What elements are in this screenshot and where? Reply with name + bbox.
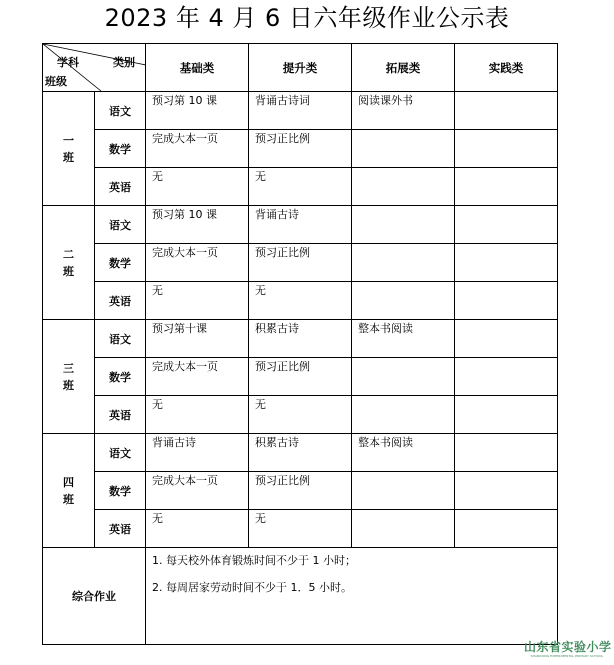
summary-note: 1. 每天校外体育锻炼时间不少于 1 小时； — [152, 554, 356, 567]
homework-cell-extended — [352, 168, 455, 206]
homework-cell-practice — [455, 358, 558, 396]
subject-cell: 英语 — [95, 282, 146, 320]
summary-row — [43, 548, 558, 645]
column-header-advanced: 提升类 — [249, 44, 352, 92]
homework-cell-basic: 无 — [146, 396, 249, 434]
homework-cell-basic: 完成大本一页 — [146, 472, 249, 510]
table-row — [43, 92, 558, 130]
homework-cell-extended — [352, 244, 455, 282]
table-row — [43, 244, 558, 282]
table-row — [43, 320, 558, 358]
table-row — [43, 168, 558, 206]
homework-cell-practice — [455, 472, 558, 510]
subject-cell: 数学 — [95, 472, 146, 510]
homework-cell-extended — [352, 358, 455, 396]
homework-cell-practice — [455, 92, 558, 130]
homework-cell-basic: 完成大本一页 — [146, 358, 249, 396]
homework-cell-advanced: 背诵古诗词 — [249, 92, 352, 130]
homework-cell-extended — [352, 396, 455, 434]
table-row — [43, 358, 558, 396]
homework-cell-advanced: 无 — [249, 282, 352, 320]
homework-cell-advanced: 无 — [249, 510, 352, 548]
homework-cell-basic: 预习第 10 课 — [146, 206, 249, 244]
school-logo — [524, 640, 610, 658]
column-header-practice: 实践类 — [455, 44, 558, 92]
homework-cell-practice — [455, 282, 558, 320]
table-row — [43, 282, 558, 320]
homework-cell-extended: 整本书阅读 — [352, 434, 455, 472]
homework-table — [42, 43, 558, 645]
homework-cell-practice — [455, 130, 558, 168]
homework-cell-practice — [455, 206, 558, 244]
homework-cell-advanced: 预习正比例 — [249, 130, 352, 168]
class-name-char: 三 — [63, 361, 74, 375]
class-name-char: 班 — [63, 264, 74, 278]
column-header-basic: 基础类 — [146, 44, 249, 92]
table-row — [43, 206, 558, 244]
table-row — [43, 434, 558, 472]
homework-table-body — [43, 44, 558, 645]
subject-cell: 数学 — [95, 130, 146, 168]
homework-cell-extended — [352, 510, 455, 548]
homework-cell-basic: 完成大本一页 — [146, 244, 249, 282]
subject-cell: 语文 — [95, 92, 146, 130]
class-name-char: 一 — [63, 133, 74, 147]
homework-cell-practice — [455, 168, 558, 206]
homework-cell-extended — [352, 282, 455, 320]
subject-cell: 数学 — [95, 358, 146, 396]
homework-cell-extended — [352, 130, 455, 168]
subject-cell: 数学 — [95, 244, 146, 282]
homework-cell-basic: 完成大本一页 — [146, 130, 249, 168]
table-row — [43, 472, 558, 510]
homework-cell-basic: 预习第十课 — [146, 320, 249, 358]
class-name-char: 四 — [63, 475, 74, 489]
subject-cell: 语文 — [95, 320, 146, 358]
class-label: 班级 — [45, 75, 67, 88]
subject-label: 学科 — [57, 56, 79, 69]
summary-note: 2. 每周居家劳动时间不少于 1．5 小时。 — [152, 581, 352, 594]
homework-cell-practice — [455, 244, 558, 282]
homework-cell-practice — [455, 434, 558, 472]
school-logo-name: 山东省实验小学 — [524, 640, 612, 654]
homework-cell-advanced: 预习正比例 — [249, 472, 352, 510]
homework-cell-advanced: 积累古诗 — [249, 434, 352, 472]
homework-cell-advanced: 背诵古诗 — [249, 206, 352, 244]
class-name-cell — [43, 320, 95, 434]
homework-cell-basic: 无 — [146, 510, 249, 548]
homework-cell-basic: 无 — [146, 282, 249, 320]
subject-cell: 英语 — [95, 168, 146, 206]
homework-cell-advanced: 无 — [249, 168, 352, 206]
homework-cell-advanced: 预习正比例 — [249, 358, 352, 396]
table-row — [43, 130, 558, 168]
homework-cell-extended: 阅读课外书 — [352, 92, 455, 130]
header-row — [43, 44, 558, 92]
homework-cell-basic: 无 — [146, 168, 249, 206]
class-name-char: 班 — [63, 378, 74, 392]
homework-cell-practice — [455, 396, 558, 434]
class-name-char: 班 — [63, 492, 74, 506]
homework-cell-practice — [455, 320, 558, 358]
class-name-char: 班 — [63, 150, 74, 164]
table-row — [43, 510, 558, 548]
subject-cell: 英语 — [95, 396, 146, 434]
class-name-cell — [43, 206, 95, 320]
summary-notes — [146, 548, 558, 645]
summary-label: 综合作业 — [43, 548, 146, 645]
homework-cell-advanced: 预习正比例 — [249, 244, 352, 282]
homework-cell-advanced: 无 — [249, 396, 352, 434]
subject-cell: 英语 — [95, 510, 146, 548]
diagonal-header-cell — [43, 44, 146, 92]
class-name-cell — [43, 434, 95, 548]
column-header-extended: 拓展类 — [352, 44, 455, 92]
homework-cell-advanced: 积累古诗 — [249, 320, 352, 358]
homework-cell-basic: 预习第 10 课 — [146, 92, 249, 130]
school-logo-english: SHANDONG EXPERIMENTAL PRIMARY SCHOOL — [530, 654, 604, 658]
homework-cell-basic: 背诵古诗 — [146, 434, 249, 472]
category-label: 类别 — [113, 56, 135, 69]
homework-cell-extended: 整本书阅读 — [352, 320, 455, 358]
homework-cell-practice — [455, 510, 558, 548]
subject-cell: 语文 — [95, 434, 146, 472]
homework-cell-extended — [352, 472, 455, 510]
subject-cell: 语文 — [95, 206, 146, 244]
page-title: 2023 年 4 月 6 日六年级作业公示表 — [104, 4, 510, 32]
class-name-cell — [43, 92, 95, 206]
table-row — [43, 396, 558, 434]
class-name-char: 二 — [63, 247, 74, 261]
homework-cell-extended — [352, 206, 455, 244]
